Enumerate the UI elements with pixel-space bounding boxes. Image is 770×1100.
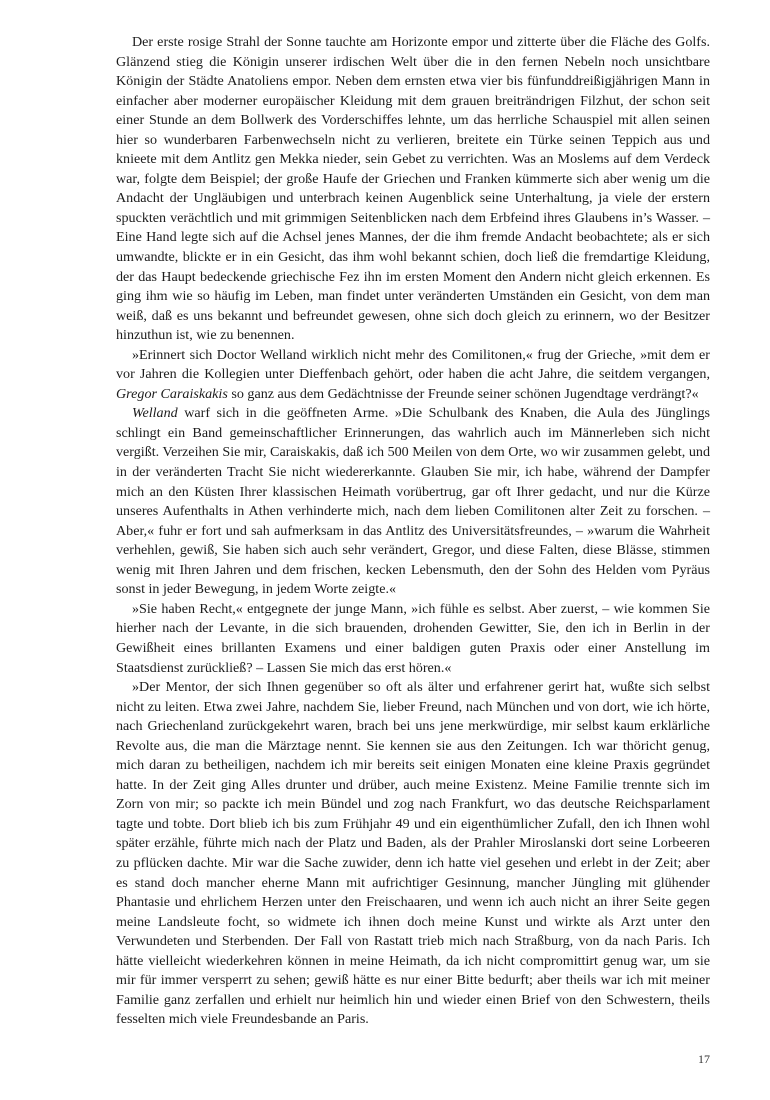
text-run: »Der Mentor, der sich Ihnen gegenüber so oft als älter und erfahrener gerirt hat, wußte sich selbst nicht zu leiten. Etwa zwei Jahre, nachdem Sie, lieber Freund, nach München und von dort, wie ich hörte, nach Griechenland zurückgekehrt waren, brach bei uns jene merkwürdige, mir selbst kaum erklärliche Revolte aus, die man die Märztage nennt. Sie kennen sie aus den Zeitungen. Ich war thöricht genug, mich daran zu betheiligen, nachdem ich mir bereits seit einigen Monaten eine kleine Praxis gegründet hatte. In der Zeit ging Alles drunter und drüber, auch meine Existenz. Meine Familie trennte sich im Zorn von mir; so packte ich mein Bündel und zog nach Frankfurt, wo das deutsche Reichsparlament tagte und tobte. Dort blieb ich bis zum Frühjahr 49 und ein eigenthümlicher Zufall, den ich Ihnen wohl später erzähle, führte mich nach der Platz und Baden, als der Prahler Miroslanski dort seine Lorbeeren zu pflücken dachte. Mir war die Sache zuwider, denn ich hatte viel gesehen und erlebt in der Zeit; aber es stand doch mancher eherne Mann mit aufrichtiger Gesinnung, mancher Jüngling mit glühender Phantasie und ehrlichem Herzen unter den Freischaaren, und wenn ich auch nicht an ihrer Seite gegen meine Landsleute focht, so widmete ich ihnen doch meine Kunst und wirkte als Arzt unter den Verwundeten und Sterbenden. Der Fall von Rastatt trieb mich nach Straßburg, von da nach Paris. Ich hätte vielleicht wiederkehren können in meine Heimath, da ich nicht compromittirt genug war, um sie mir für immer versperrt zu sehen; gewiß hätte es nur einer Bitte bedurft; aber theils war ich mit meiner Familie ganz zerfallen und erhielt nur heimlich hin und wieder einen Brief von den Schwestern, theils fesselten mich viele Freundesbande an Paris.: [116, 679, 710, 1028]
text-run: warf sich in die geöffneten Arme. »Die Schulbank des Knaben, die Aula des Jünglings schlingt ein Band gemeinschaftlicher Erinnerungen, das wahrlich auch im Männerleben sich nicht vergißt. Verzeihen Sie mir, Caraiskakis, daß ich 500 Meilen von dem Orte, wo wir zusammen gelebt, und in der veränderten Tracht Sie nicht wiedererkannte. Glauben Sie mir, ich habe, während der Dampfer mich an den Küsten Ihrer klassischen Heimath vorübertrug, gar oft Ihrer gedacht, und nur die Kürze unseres Aufenthalts in Athen verhinderte mich, nach dem lieben Comilitonen alter Zeit zu forschen. – Aber,« fuhr er fort und sah aufmerksam in das Antlitz des Universitätsfreundes, – »warum die Wahrheit verhehlen, gewiß, Sie haben sich auch sehr verändert, Gregor, und diese Falten, diese Blässe, stimmen wenig mit Ihren Jahren und dem frischen, kecken Lebensmuth, den der Sohn des Helden vom Pyräus sonst in jeder Bewegung, in jedem Worte zeigte.«: [116, 405, 710, 598]
paragraph: [116, 600, 710, 678]
paragraph: [116, 404, 710, 599]
paragraph: [116, 678, 710, 1030]
italic-name: Welland: [132, 405, 178, 422]
italic-name: Gregor Caraiskakis: [116, 385, 228, 402]
body-text: [116, 33, 710, 1030]
paragraph: [116, 346, 710, 405]
text-run: »Sie haben Recht,« entgegnete der junge Mann, »ich fühle es selbst. Aber zuerst, – wie kommen Sie hierher nach der Levante, in die sich brauenden, drohenden Gewitter, Sie, den ich in Berlin in der Gewißheit eines brillanten Examens und einer baldigen guten Praxis oder einer Anstellung im Staatsdienst zurückließ? – Lassen Sie mich das erst hören.«: [116, 600, 710, 676]
page-number: 17: [698, 1052, 710, 1066]
text-run: Der erste rosige Strahl der Sonne tauchte am Horizonte empor und zitterte über die Fläche des Golfs. Glänzend stieg die Königin unserer irdischen Welt über die in den fernen Nebeln noch unsichtbare Königin der Städte Anatoliens empor. Neben dem ernsten etwa vier bis fünfunddreißigjährigen Mann in einfacher aber moderner europäischer Kleidung mit dem grauen breiträndrigen Filzhut, der schon seit einer Stunde an dem Bollwerk des Vorderschiffes lehnte, um das herrliche Schauspiel mit allen seinen hier so wunderbaren Farbenwechseln nicht zu verlieren, breitete ein Türke seinen Teppich aus und knieete mit dem Antlitz gen Mekka nieder, sein Gebet zu verrichten. Was an Moslems auf dem Verdeck war, folgte dem Beispiel; der große Haufe der Griechen und Franken kümmerte sich aber wenig um die Andacht der Ungläubigen und unterbrach keinen Augenblick seine Unterhaltung, ja viele der erstern spuckten verächtlich und mit grimmigen Seitenblicken nach dem Erbfeind ihres Glaubens in’s Wasser. – Eine Hand legte sich auf die Achsel jenes Mannes, der die ihm fremde Andacht beobachtete; als er sich umwandte, blickte er in ein Gesicht, das ihm wohl bekannt schien, doch ließ die fremdartige Kleidung, der das Haupt bedeckende griechische Fez ihn im ersten Moment den Andern nicht gleich erkennen. Es ging ihm wie so häufig im Leben, man findet unter veränderten Umständen ein Gesicht, von dem man weiß, daß es uns bekannt und befreundet gewesen, ohne sich doch gleich zu erinnern, wo der Besitzer hinzuthun ist, wie zu benennen.: [116, 34, 710, 344]
paragraph: [116, 33, 710, 346]
text-run: so ganz aus dem Gedächtnisse der Freunde seiner schönen Jugendtage verdrängt?«: [227, 385, 699, 402]
text-run: »Erinnert sich Doctor Welland wirklich nicht mehr des Comilitonen,« frug der Grieche, »mit dem er vor Jahren die Kollegien unter Dieffenbach gehört, oder haben die acht Jahre, die seitdem vergangen,: [116, 346, 710, 383]
